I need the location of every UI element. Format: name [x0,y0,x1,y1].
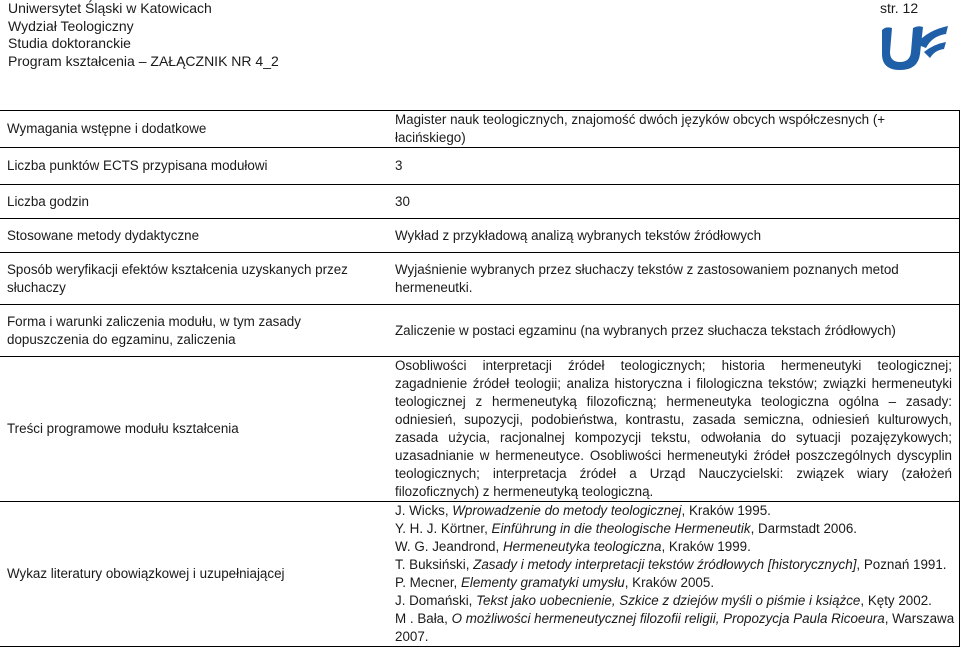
table-row [0,111,960,148]
content-label: Treści programowe modułu kształcenia [0,357,370,502]
document-header [8,0,279,70]
table-row [0,148,960,185]
table-row [0,357,960,502]
page-number: str. 12 [880,0,919,16]
table-row [0,305,960,357]
university-logo-icon [880,22,950,72]
assessment-label: Forma i warunki zaliczenia modułu, w tym zasady dopuszczenia do egzaminu, zaliczenia [0,305,370,357]
hours-label: Liczba godzin [0,185,370,219]
verification-value: Wyjaśnienie wybranych przez słuchaczy tekstów z zastosowaniem poznanych metod hermeneutki. [385,253,960,305]
program-title: Program kształcenia – ZAŁĄCZNIK NR 4_2 [8,52,279,69]
requirements-label: Wymagania wstępne i dodatkowe [0,111,370,148]
methods-label: Stosowane metody dydaktyczne [0,219,370,253]
studies-name: Studia doktoranckie [8,35,131,51]
literature-item: J. Domański, Tekst jako uobecnienie, Szkice z dziejów myśli o piśmie i książce, Kęty 2002. [395,593,932,608]
module-table [0,110,960,647]
ects-value: 3 [385,148,960,185]
table-row [0,253,960,305]
table-row [0,502,960,647]
assessment-value: Zaliczenie w postaci egzaminu (na wybranych przez słuchacza tekstach źródłowych) [385,305,960,357]
literature-item: W. G. Jeandrond, Hermeneutyka teologiczna, Kraków 1999. [395,539,751,554]
table-row [0,185,960,219]
literature-item: Y. H. J. Körtner, Einführung in die theologische Hermeneutik, Darmstadt 2006. [395,521,857,536]
literature-item: T. Buksiński, Zasady i metody interpretacji tekstów źródłowych [historycznych], Poznań 1991. [395,557,947,572]
requirements-value: Magister nauk teologicznych, znajomość dwóch języków obcych współczesnych (+ łacińskiego) [385,111,960,148]
table-row [0,219,960,253]
faculty-name: Wydział Teologiczny [8,17,134,34]
ects-label: Liczba punktów ECTS przypisana modułowi [0,148,370,185]
methods-value: Wykład z przykładową analizą wybranych tekstów źródłowych [385,219,960,253]
verification-label: Sposób weryfikacji efektów kształcenia uzyskanych przez słuchaczy [0,253,370,305]
content-value: Osobliwości interpretacji źródeł teologicznych; historia hermeneutyki teologicznej; zagadnienie źródeł teologii; analiza historyczna i filologiczna tekstów; związki hermeneutyki teologicznej z hermeneutyką filozoficzną; hermeneutyka teologiczna ogólna – zasady: odniesień, supozycji, podobieństwa, kontrastu, zasada semiczna, odniesień kulturowych, zasada użycia, racjonalnej kompozycji tekstu, odwołania do sytuacji pozajęzykowych; uzasadnianie w hermeneutyce. Osobliwości hermeneutyki źródeł poszczególnych dyscyplin teologicznych; interpretacja źródeł a Urząd Nauczycielski: związek wiary (założeń filozoficznych) z hermeneutyką teologiczną. [385,357,960,502]
literature-item: M . Bała, O możliwości hermeneutycznej filozofii religii, Propozycja Paula Ricoeura, Warszawa [395,611,955,626]
literature-item: P. Mecner, Elementy gramatyki umysłu, Kraków 2005. [395,575,715,590]
literature-item: J. Wicks, Wprowadzenie do metody teologicznej, Kraków 1995. [395,503,771,518]
university-name: Uniwersytet Śląski w Katowicach [8,0,212,16]
literature-list [385,502,960,647]
literature-item: 2007. [395,629,429,644]
hours-value: 30 [385,185,960,219]
literature-label: Wykaz literatury obowiązkowej i uzupełniającej [0,502,370,647]
